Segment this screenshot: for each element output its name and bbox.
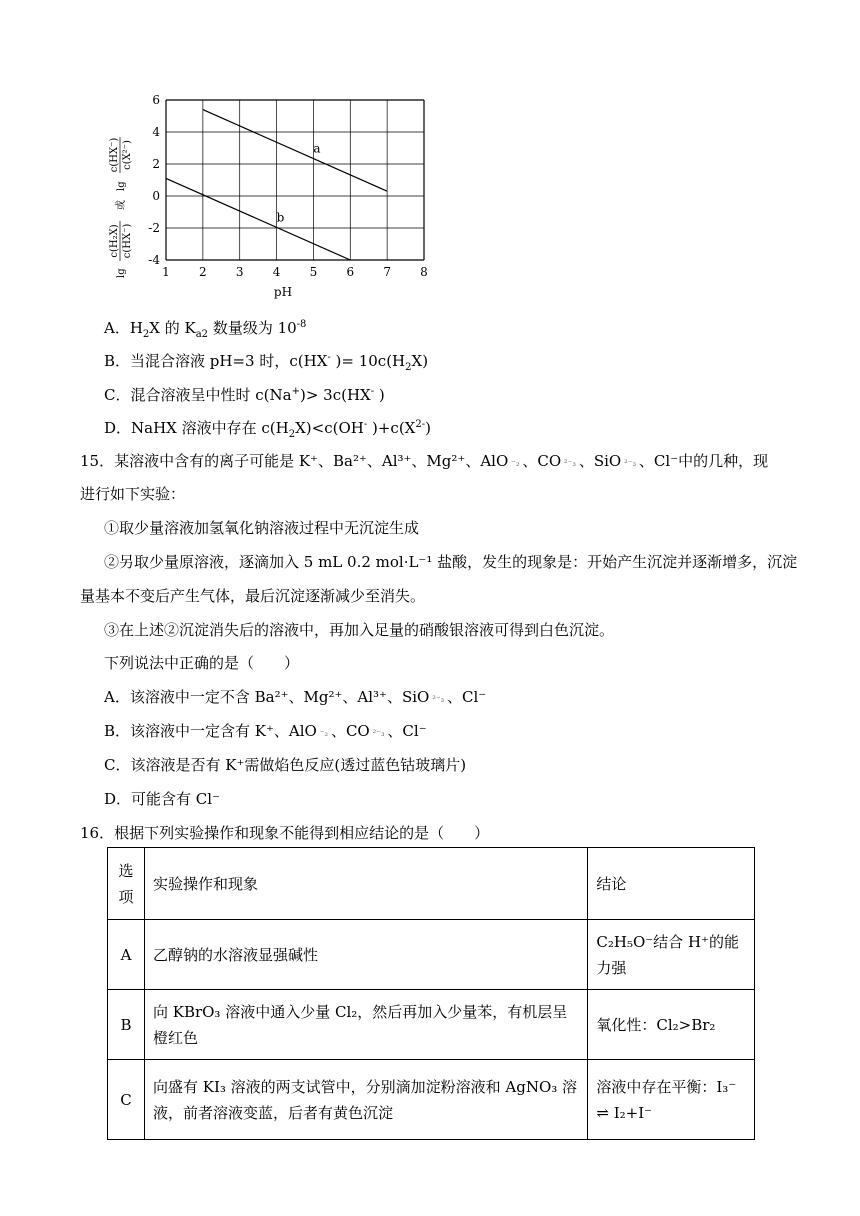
row-b-conclusion: 氧化性：Cl₂>Br₂ xyxy=(588,990,755,1060)
row-a-option: A xyxy=(108,920,145,990)
q14-option-a: A．$H_2X$ 的 $K_{a2}$ 数量级为 $10^{-8}$ xyxy=(104,319,307,340)
q15-option-b: B．该溶液中一定含有 K⁺、AlO ⁻₂ 、CO ²⁻₃ 、Cl⁻ xyxy=(104,722,427,740)
y-axis-label xyxy=(109,137,133,278)
svg-text:lg: lg xyxy=(116,268,127,278)
q14-option-c: C．混合溶液呈中性时 c(Na+)> 3c(HX- ) xyxy=(104,386,385,404)
table-row xyxy=(108,990,755,1060)
row-c-operation: 向盛有 KI₃ 溶液的两支试管中，分别滴加淀粉溶液和 AgNO₃ 溶液，前者溶液变蓝，后者有黄色沉淀 xyxy=(144,1060,587,1140)
row-c-option: C xyxy=(108,1060,145,1140)
q15-step-2a: ②另取少量原溶液，逐滴加入 5 mL 0.2 mol·L⁻¹ 盐酸，发生的现象是：开始产生沉淀并逐渐增多，沉淀 xyxy=(104,553,798,571)
svg-text:c(HX⁻): c(HX⁻) xyxy=(122,223,133,259)
svg-text:c(X²⁻): c(X²⁻) xyxy=(122,140,133,170)
header-conclusion: 结论 xyxy=(588,848,755,920)
header-operation: 实验操作和现象 xyxy=(144,848,587,920)
q15-step-2b: 量基本不变后产生气体，最后沉淀逐渐减少至消失。 xyxy=(80,587,426,605)
x-tick-label: 4 xyxy=(272,265,281,279)
ph-line-chart xyxy=(100,88,440,303)
x-tick-label: 3 xyxy=(235,265,244,279)
row-c-conclusion: 溶液中存在平衡：I₃⁻ ⇌ I₂+I⁻ xyxy=(588,1060,755,1140)
q14-option-b: B．当混合溶液 pH=3 时，c(HX- )= $10c(H_2X)$ xyxy=(104,352,429,373)
q14-option-d: D．NaHX 溶液中存在 $c(H_2X)<c(OH^-$ )$+c(X^{2-})$ xyxy=(104,419,431,440)
table-header-row xyxy=(108,848,755,920)
q15-step-3: ③在上述②沉淀消失后的溶液中，再加入足量的硝酸银溶液可得到白色沉淀。 xyxy=(104,621,615,639)
svg-text:c(H₂X): c(H₂X) xyxy=(109,224,120,258)
y-tick-label: -2 xyxy=(148,221,160,235)
x-tick-label: 2 xyxy=(199,265,207,279)
svg-text:或: 或 xyxy=(116,200,127,210)
x-axis-label: pH xyxy=(273,285,293,299)
x-tick-label: 7 xyxy=(383,265,391,279)
series-label-a: a xyxy=(313,141,321,156)
series-label-b: b xyxy=(276,210,285,225)
q15-stem-line2: 进行如下实验： xyxy=(80,485,186,503)
q15-option-d: D．可能含有 Cl⁻ xyxy=(104,790,220,808)
row-b-option: B xyxy=(108,990,145,1060)
q16-stem: 16．根据下列实验操作和现象不能得到相应结论的是（ ） xyxy=(80,824,490,842)
x-tick-label: 6 xyxy=(346,265,355,279)
header-option: 选项 xyxy=(108,848,145,920)
q16-table xyxy=(107,847,755,1140)
x-tick-label: 8 xyxy=(420,265,428,279)
q15-step-1: ①取少量溶液加氢氧化钠溶液过程中无沉淀生成 xyxy=(104,519,420,537)
row-a-conclusion: C₂H₅O⁻结合 H⁺的能力强 xyxy=(588,920,755,990)
table-row xyxy=(108,920,755,990)
svg-text:c(HX⁻): c(HX⁻) xyxy=(109,137,120,173)
q15-option-a: A．该溶液中一定不含 Ba²⁺、Mg²⁺、Al³⁺、SiO ²⁻₃ 、Cl⁻ xyxy=(104,688,487,706)
y-tick-label: 2 xyxy=(152,157,160,171)
y-tick-label: 0 xyxy=(152,189,160,203)
series-line-a xyxy=(203,110,387,192)
series-line-b xyxy=(166,178,350,260)
x-tick-label: 1 xyxy=(162,265,170,279)
row-b-operation: 向 KBrO₃ 溶液中通入少量 Cl₂，然后再加入少量苯，有机层呈橙红色 xyxy=(144,990,587,1060)
y-tick-label: -4 xyxy=(148,253,160,267)
svg-text:lg: lg xyxy=(116,181,127,191)
q15-option-c: C．该溶液是否有 K⁺需做焰色反应(透过蓝色钴玻璃片) xyxy=(104,756,467,774)
table-row xyxy=(108,1060,755,1140)
q15-stem-line1: 15．某溶液中含有的离子可能是 K⁺、Ba²⁺、Al³⁺、Mg²⁺、AlO ⁻₂ 、CO ²⁻₃ 、SiO ²⁻₃ 、Cl⁻中的几种，现 xyxy=(80,452,769,470)
row-a-operation: 乙醇钠的水溶液显强碱性 xyxy=(144,920,587,990)
x-tick-label: 5 xyxy=(309,265,318,279)
y-tick-label: 4 xyxy=(152,125,160,139)
q15-question: 下列说法中正确的是（ ） xyxy=(104,654,300,672)
chart-ticks xyxy=(148,93,428,279)
y-tick-label: 6 xyxy=(152,93,160,107)
